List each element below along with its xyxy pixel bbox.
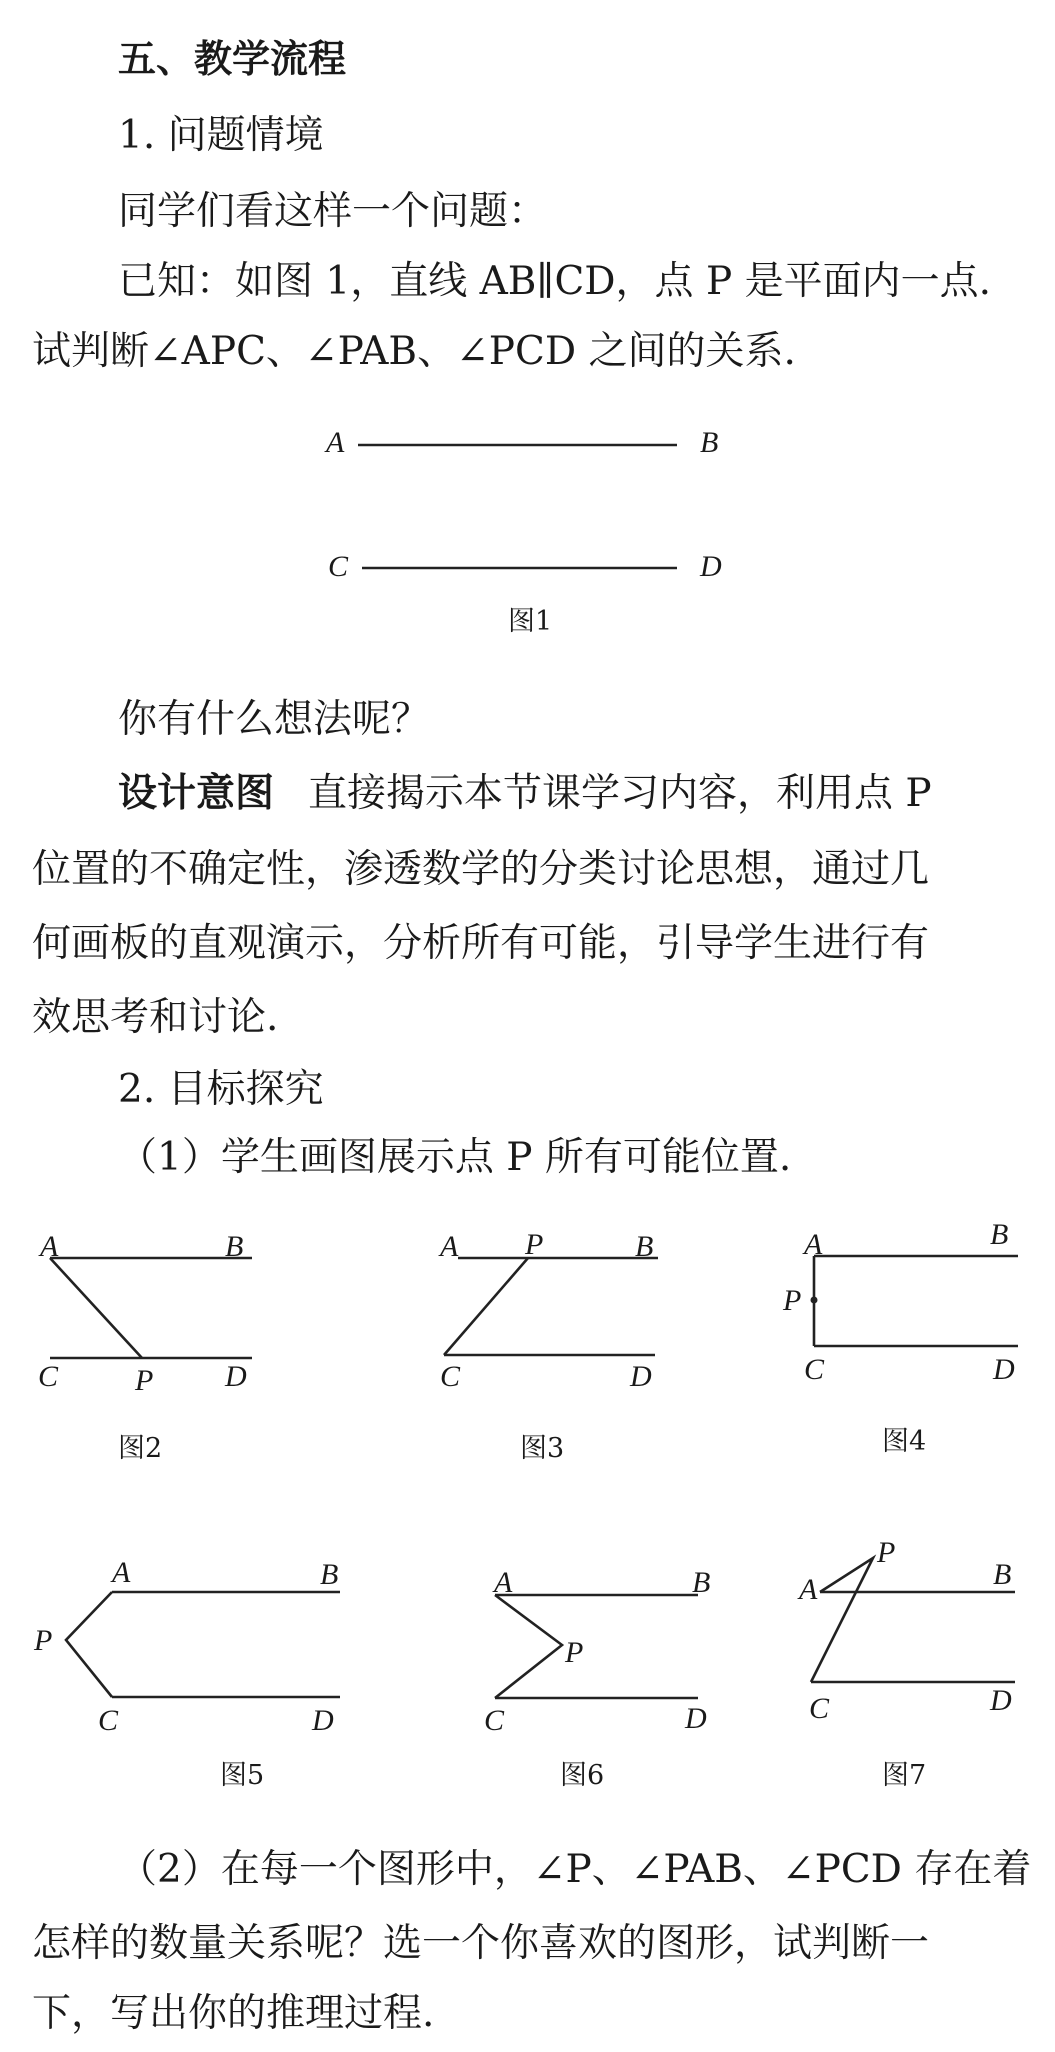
label-c: C [809,1692,830,1725]
label-b: B [990,1218,1009,1251]
intro-text: 同学们看这样一个问题： [118,189,548,234]
label-d: D [700,550,722,583]
sub-question-2-line-2: 怎样的数量关系呢？选一个你喜欢的图形，试判断一 [32,1921,930,1966]
label-p: P [565,1636,584,1669]
design-intent-text-1: 直接揭示本节课学习内容，利用点 P [308,771,932,816]
label-a: A [440,1230,459,1263]
design-intent-label: 设计意图 [118,771,275,816]
figure-6 [470,1550,730,1740]
given-line-1: 已知：如图 1，直线 AB∥CD，点 P 是平面内一点. [118,259,991,304]
figure-5 [30,1540,350,1737]
figure-5-caption: 图5 [220,1760,265,1791]
sub-question-2-line-1: （2）在每一个图形中，∠P、∠PAB、∠PCD 存在着 [118,1847,1032,1892]
label-p: P [525,1228,544,1261]
figure-2-caption: 图2 [118,1433,163,1464]
design-intent-line-4: 效思考和讨论. [32,995,279,1040]
figure-4-caption: 图4 [882,1426,927,1457]
label-p: P [135,1364,154,1397]
design-intent-line-3: 何画板的直观演示，分析所有可能，引导学生进行有 [32,921,930,966]
label-d: D [993,1353,1015,1386]
label-b: B [635,1230,654,1263]
label-a: A [804,1228,823,1261]
label-a: A [112,1556,131,1589]
point-p [811,1297,818,1304]
label-c: C [38,1360,59,1393]
label-d: D [312,1704,334,1737]
question-text: 你有什么想法呢？ [118,697,431,742]
section-title: 五、教学流程 [118,37,347,81]
label-p: P [877,1536,896,1569]
label-a: A [40,1230,59,1263]
sub-question-1: （1）学生画图展示点 P 所有可能位置. [118,1135,792,1180]
label-c: C [440,1360,461,1393]
figure-2 [30,1220,280,1400]
label-d: D [990,1684,1012,1717]
label-b: B [993,1558,1012,1591]
given-line-2: 试判断∠APC、∠PAB、∠PCD 之间的关系. [32,329,796,374]
label-b: B [692,1566,711,1599]
label-b: B [700,426,719,459]
label-a: A [494,1566,513,1599]
figure-1-drawing [320,420,740,600]
figure-3-caption: 图3 [520,1433,565,1464]
label-c: C [484,1704,505,1737]
design-intent-line-2: 位置的不确定性，渗透数学的分类讨论思想，通过几 [32,847,930,892]
figure-7-caption: 图7 [882,1760,927,1791]
design-intent-line-1 [118,771,932,816]
figure-4 [768,1210,1038,1400]
label-b: B [225,1230,244,1263]
label-c: C [804,1353,825,1386]
figure-1 [320,420,740,600]
figure-6-caption: 图6 [560,1760,605,1791]
label-p: P [34,1624,53,1657]
step2-heading: 2. 目标探究 [118,1067,324,1112]
label-p: P [783,1284,802,1317]
label-c: C [328,550,349,583]
step1-heading: 1. 问题情境 [118,113,324,158]
label-c: C [98,1704,119,1737]
label-d: D [630,1360,652,1393]
figure-5-drawing [30,1540,350,1730]
label-b: B [320,1558,339,1591]
figure-7 [785,1530,1045,1725]
label-a: A [799,1573,818,1606]
label-a: A [326,426,345,459]
label-d: D [225,1360,247,1393]
sub-question-2-line-3: 下，写出你的推理过程. [32,1991,435,2036]
figure-1-caption: 图1 [508,606,553,637]
figure-3 [430,1220,680,1400]
label-d: D [685,1702,707,1735]
